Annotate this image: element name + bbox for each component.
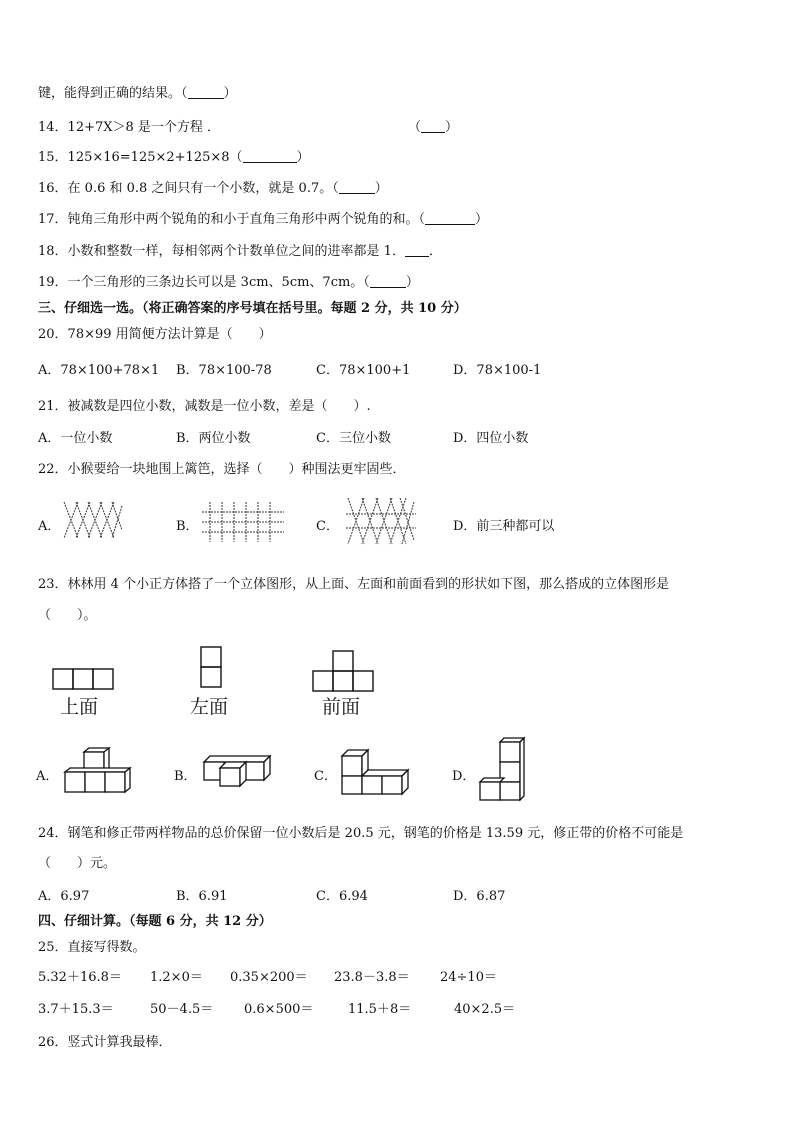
front-view-label: 前面	[322, 696, 361, 718]
q16-text: 16．在 0.6 和 0.8 之间只有一个小数，就是 0.7。（	[38, 181, 339, 196]
q23-option-c[interactable]: C．	[314, 769, 337, 784]
fence-a-icon	[62, 500, 124, 540]
q24-option-b[interactable]: B．6.91	[176, 889, 228, 904]
q26-stem: 26．竖式计算我最棒．	[38, 1035, 172, 1050]
fence-c-icon	[344, 496, 418, 546]
q18	[38, 240, 442, 259]
fence-b-icon	[200, 500, 286, 544]
q17-text: 17．钝角三角形中两个锐角的和小于直角三角形中两个锐角的和。（	[38, 212, 426, 227]
solid-b-icon	[202, 754, 274, 786]
solid-d-icon	[478, 736, 528, 802]
section-3-heading: 三、仔细选一选。（将正确答案的序号填在括号里。每题 2 分，共 10 分）	[38, 301, 467, 316]
calc-item: 3.7＋15.3＝	[38, 1002, 114, 1017]
q25-stem: 25．直接写得数。	[38, 940, 146, 955]
q19-paren: ）	[405, 275, 419, 290]
q13-tail	[38, 82, 237, 101]
answer-blank[interactable]	[425, 212, 475, 225]
q21-option-a[interactable]: A．一位小数	[38, 431, 113, 446]
q24-option-a[interactable]: A．6.97	[38, 889, 90, 904]
q20-stem: 20．78×99 用简便方法计算是（ ）	[38, 327, 272, 342]
calc-item: 11.5＋8＝	[348, 1002, 412, 1017]
solid-c-icon	[340, 750, 412, 796]
section-4-heading: 四、仔细计算。（每题 6 分，共 12 分）	[38, 914, 272, 929]
q23-option-d[interactable]: D．	[452, 769, 476, 784]
q23-option-a[interactable]: A．	[36, 769, 59, 784]
calc-item: 0.6×500＝	[244, 1002, 314, 1017]
q24-option-c[interactable]: C．6.94	[316, 889, 368, 904]
q23-option-b[interactable]: B．	[174, 769, 197, 784]
calc-item: 0.35×200＝	[230, 970, 308, 985]
q18-end: ．	[428, 244, 442, 259]
q23-stem-1: 23．林林用 4 个小正方体搭了一个立体图形，从上面、左面和前面看到的形状如下图，那么搭成的立体图形是	[38, 577, 670, 592]
answer-blank[interactable]	[405, 244, 429, 257]
q14-text: 14．12+7X＞8 是一个方程 ．	[38, 120, 221, 135]
q24-stem-1: 24．钢笔和修正带两样物品的总价保留一位小数后是 20.5 元，钢笔的价格是 13.59 元，修正带的价格不可能是	[38, 826, 684, 841]
paren-right: ）	[445, 120, 459, 135]
calc-item: 50－4.5＝	[150, 1002, 214, 1017]
q15-text: 15．125×16=125×2+125×8（	[38, 150, 243, 165]
q21-option-d[interactable]: D．四位小数	[453, 431, 529, 446]
q22-option-b[interactable]: B．	[176, 519, 199, 534]
q17	[38, 208, 488, 227]
q22-option-a[interactable]: A．	[38, 519, 61, 534]
q16-paren: ）	[374, 181, 388, 196]
q24-stem-2: （ ）元。	[38, 856, 117, 871]
q13-paren: ）	[223, 86, 237, 101]
left-view-icon	[200, 646, 222, 688]
calc-item: 5.32＋16.8＝	[38, 970, 122, 985]
q16	[38, 177, 388, 196]
q19-text: 19．一个三角形的三条边长可以是 3cm、5cm、7cm。（	[38, 275, 370, 290]
calc-item: 23.8－3.8＝	[334, 970, 410, 985]
q20-option-c[interactable]: C．78×100+1	[316, 363, 411, 378]
q24-option-d[interactable]: D．6.87	[453, 889, 506, 904]
q21-option-b[interactable]: B．两位小数	[176, 431, 251, 446]
calc-item: 24÷10＝	[440, 970, 497, 985]
q20-option-b[interactable]: B．78×100-78	[176, 363, 272, 378]
calc-item: 40×2.5＝	[454, 1002, 516, 1017]
q20-option-a[interactable]: A．78×100+78×1	[38, 363, 160, 378]
answer-blank[interactable]	[243, 150, 297, 163]
answer-blank[interactable]	[188, 86, 224, 99]
answer-blank[interactable]	[370, 275, 406, 288]
q22-option-d[interactable]: D．前三种都可以	[453, 519, 555, 534]
answer-blank[interactable]	[421, 120, 445, 133]
q20-option-d[interactable]: D．78×100-1	[453, 363, 542, 378]
calc-item: 1.2×0＝	[150, 970, 203, 985]
q14-answer	[408, 116, 458, 135]
solid-a-icon	[62, 748, 136, 794]
q21-option-c[interactable]: C．三位小数	[316, 431, 391, 446]
q15-paren: ）	[296, 150, 310, 165]
q21-stem: 21．被减数是四位小数，减数是一位小数，差是（ ）.	[38, 399, 371, 414]
q22-option-c[interactable]: C．	[316, 519, 339, 534]
top-view-icon	[52, 668, 114, 690]
q22-stem: 22．小猴要给一块地围上篱笆，选择（ ）种围法更牢固些．	[38, 462, 406, 477]
left-view-label: 左面	[190, 696, 229, 718]
front-view-icon	[312, 650, 374, 692]
top-view-label: 上面	[60, 696, 99, 718]
q14	[38, 116, 220, 135]
paren-left: （	[408, 120, 422, 135]
q19	[38, 271, 419, 290]
answer-blank[interactable]	[339, 181, 375, 194]
q17-paren: ）	[475, 212, 489, 227]
q18-text: 18．小数和整数一样，每相邻两个计数单位之间的进率都是 1．	[38, 244, 405, 259]
q13-text: 键，能得到正确的结果。（	[38, 86, 188, 101]
q23-stem-2: （ ）。	[38, 608, 97, 623]
q15	[38, 146, 310, 165]
